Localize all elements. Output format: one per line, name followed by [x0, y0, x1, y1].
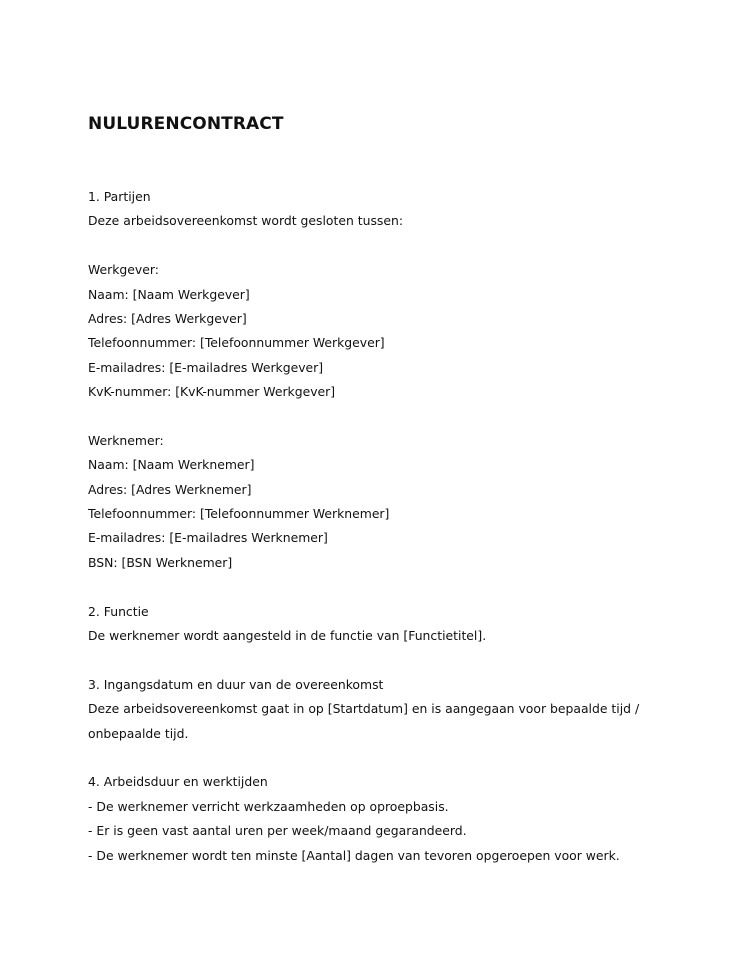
spacer — [88, 405, 668, 429]
werkgever-naam: Naam: [Naam Werkgever] — [88, 286, 250, 302]
werkgever-label: Werkgever: — [88, 262, 159, 278]
werkgever-telefoon: Telefoonnummer: [Telefoonnummer Werkgever] — [88, 335, 385, 351]
ingangsdatum-line-1: Deze arbeidsovereenkomst gaat in op [Startdatum] en is aangegaan voor bepaalde tijd / — [88, 701, 640, 717]
werknemer-label: Werknemer: — [88, 432, 164, 448]
werknemer-bsn: BSN: [BSN Werknemer] — [88, 554, 233, 570]
werkgever-adres: Adres: [Adres Werkgever] — [88, 310, 247, 326]
section-heading-functie: 2. Functie — [88, 603, 149, 619]
werknemer-telefoon: Telefoonnummer: [Telefoonnummer Werknemer] — [88, 506, 390, 522]
spacer — [88, 648, 668, 672]
werknemer-naam: Naam: [Naam Werknemer] — [88, 457, 255, 473]
arbeidsduur-bullet: - De werknemer verricht werkzaamheden op oproepbasis. — [88, 798, 449, 814]
section-heading-partijen: 1. Partijen — [88, 189, 151, 204]
section-heading-arbeidsduur: 4. Arbeidsduur en werktijden — [88, 774, 268, 790]
werkgever-email: E-mailadres: [E-mailadres Werkgever] — [88, 359, 324, 375]
document-title: NULURENCONTRACT — [88, 114, 284, 134]
partijen-intro: Deze arbeidsovereenkomst wordt gesloten tussen: — [88, 213, 404, 229]
functie-text: De werknemer wordt aangesteld in de functie van [Functietitel]. — [88, 628, 487, 644]
ingangsdatum-line-2: onbepaalde tijd. — [88, 725, 189, 741]
werknemer-adres: Adres: [Adres Werknemer] — [88, 481, 252, 497]
arbeidsduur-bullet: - De werknemer wordt ten minste [Aantal] dagen van tevoren opgeroepen voor werk. — [88, 847, 620, 863]
document-content — [88, 112, 668, 868]
document-body — [88, 185, 668, 868]
spacer — [88, 234, 668, 258]
arbeidsduur-bullet: - Er is geen vast aantal uren per week/maand gegarandeerd. — [88, 823, 467, 839]
werknemer-email: E-mailadres: [E-mailadres Werknemer] — [88, 530, 328, 546]
spacer — [88, 746, 668, 770]
spacer — [88, 575, 668, 599]
werkgever-kvk: KvK-nummer: [KvK-nummer Werkgever] — [88, 384, 336, 400]
section-heading-ingangsdatum: 3. Ingangsdatum en duur van de overeenkomst — [88, 676, 384, 692]
